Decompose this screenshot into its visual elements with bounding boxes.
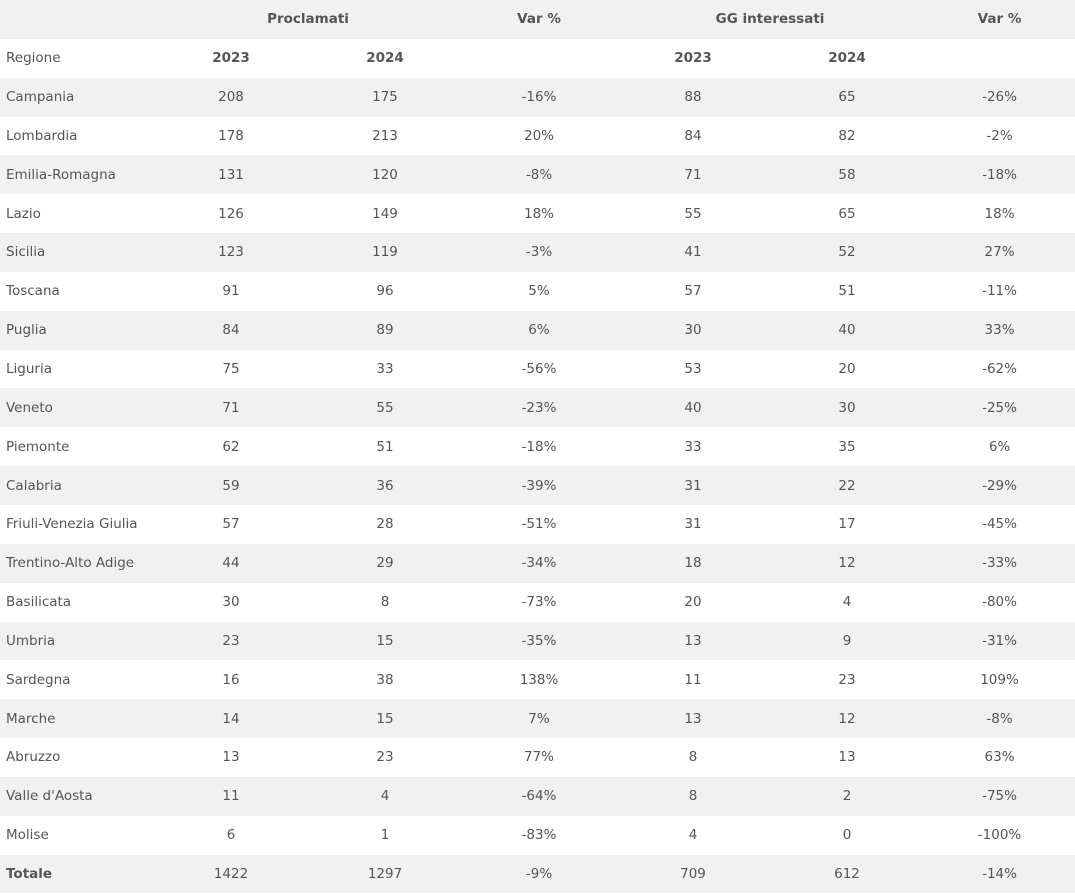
proclamati-2023-cell: 208	[154, 78, 308, 117]
proclamati-var-cell: 18%	[524, 205, 555, 222]
empty-var-header-cell	[462, 39, 616, 78]
proclamati-2023-cell: 84	[154, 311, 308, 350]
gg-var-cell: -25%	[924, 388, 1075, 427]
gg-2023-cell: 13	[616, 699, 770, 738]
gg-2024-cell: 13	[838, 749, 856, 766]
table-row	[0, 622, 1075, 661]
gg-var-cell: -29%	[924, 466, 1075, 505]
gg-var-cell: -8%	[924, 699, 1075, 738]
region-name-cell: Valle d'Aosta	[0, 777, 154, 816]
proclamati-var-cell: 6%	[462, 311, 616, 350]
gg-2024-header: 2024	[828, 50, 866, 67]
table-row	[0, 505, 1075, 544]
table-row	[0, 583, 1075, 622]
proclamati-2024-cell: 23	[376, 749, 394, 766]
region-name-cell: Liguria	[6, 361, 52, 378]
proclamati-2023-cell: 44	[154, 544, 308, 583]
table-row	[0, 350, 1075, 389]
gg-var-cell: -75%	[924, 777, 1075, 816]
proclamati-2023-cell: 91	[222, 283, 240, 300]
proclamati-2024-cell: 4	[308, 777, 462, 816]
table-row	[0, 78, 1075, 117]
table-row	[0, 816, 1075, 855]
table-row	[0, 233, 1075, 272]
gg-2023-cell: 4	[688, 827, 698, 844]
proclamati-var-cell: -39%	[462, 466, 616, 505]
gg-var-cell: -62%	[982, 361, 1017, 378]
table-row	[0, 777, 1075, 816]
gg-2023-cell: 8	[688, 749, 698, 766]
table-row	[0, 699, 1075, 738]
table-row	[0, 738, 1075, 777]
proclamati-2024-cell: 55	[308, 388, 462, 427]
gg-2024-cell: 17	[838, 516, 856, 533]
proclamati-var-cell: -34%	[462, 544, 616, 583]
proclamati-2023-cell: 16	[222, 671, 240, 688]
proclamati-var-cell: -64%	[462, 777, 616, 816]
proclamati-2024-cell: 89	[308, 311, 462, 350]
proclamati-2023-cell: 123	[154, 233, 308, 272]
region-name-cell: Sicilia	[0, 233, 154, 272]
table-body	[0, 78, 1075, 894]
proclamati-var-cell: -56%	[521, 361, 557, 378]
gg-var-cell: -26%	[924, 78, 1075, 117]
gg-var-cell: -11%	[982, 283, 1017, 300]
proclamati-var-cell: -9%	[462, 855, 616, 894]
proclamati-2023-cell: 13	[222, 749, 240, 766]
proclamati-var-cell: 77%	[524, 749, 555, 766]
gg-2024-cell: 30	[770, 388, 924, 427]
region-name-cell: Toscana	[6, 283, 60, 300]
proclamati-2024-cell: 96	[376, 283, 394, 300]
region-name-cell: Umbria	[0, 622, 154, 661]
gg-2024-cell: 0	[842, 827, 852, 844]
gg-2024-cell: 9	[770, 622, 924, 661]
region-name-cell: Marche	[0, 699, 154, 738]
proclamati-var-cell: -83%	[521, 827, 557, 844]
proclamati-2024-cell: 15	[308, 622, 462, 661]
gg-2024-cell: 22	[770, 466, 924, 505]
gg-2023-cell: 18	[616, 544, 770, 583]
proclamati-2023-cell: 62	[222, 438, 240, 455]
gg-2023-cell: 20	[684, 594, 702, 611]
gg-2024-cell: 4	[842, 594, 852, 611]
table-row	[0, 311, 1075, 350]
gg-var-cell: 63%	[984, 749, 1015, 766]
gg-var-cell: 18%	[984, 205, 1015, 222]
proclamati-var-cell: -3%	[462, 233, 616, 272]
gg-interessati-group-header: GG interessati	[616, 0, 924, 39]
gg-2023-cell: 33	[684, 438, 702, 455]
gg-2023-cell: 13	[616, 622, 770, 661]
proclamati-2024-cell: 149	[372, 205, 398, 222]
gg-2023-cell: 55	[684, 205, 702, 222]
gg-2023-cell: 8	[616, 777, 770, 816]
proclamati-var-header: Var %	[462, 0, 616, 39]
gg-2024-cell: 12	[770, 544, 924, 583]
gg-2024-cell: 612	[770, 855, 924, 894]
region-name-cell: Campania	[0, 78, 154, 117]
gg-2024-cell: 2	[770, 777, 924, 816]
region-name-cell: Totale	[0, 855, 154, 894]
gg-2024-cell: 23	[838, 671, 856, 688]
table-row	[0, 660, 1075, 699]
proclamati-2023-cell: 71	[154, 388, 308, 427]
proclamati-2023-cell: 75	[222, 361, 240, 378]
gg-2023-header: 2023	[674, 50, 712, 67]
proclamati-2024-cell: 36	[308, 466, 462, 505]
gg-2023-cell: 31	[616, 466, 770, 505]
gg-var-cell: -2%	[986, 127, 1013, 144]
proclamati-2024-cell: 15	[308, 699, 462, 738]
table-row	[0, 272, 1075, 311]
proclamati-2024-cell: 1297	[308, 855, 462, 894]
proclamati-var-cell: -35%	[462, 622, 616, 661]
gg-var-header: Var %	[924, 0, 1075, 39]
proclamati-var-cell: -16%	[462, 78, 616, 117]
gg-2024-cell: 82	[838, 127, 856, 144]
proclamati-2023-cell: 131	[154, 155, 308, 194]
gg-2023-cell: 57	[684, 283, 702, 300]
gg-2024-cell: 52	[770, 233, 924, 272]
proclamati-2024-cell: 29	[308, 544, 462, 583]
gg-2023-cell: 84	[684, 127, 702, 144]
gg-var-cell: 27%	[924, 233, 1075, 272]
gg-var-cell: -14%	[924, 855, 1075, 894]
region-name-cell: Sardegna	[6, 671, 71, 688]
gg-2023-cell: 709	[616, 855, 770, 894]
table-row	[0, 194, 1075, 233]
gg-2023-cell: 30	[616, 311, 770, 350]
proclamati-2024-cell: 1	[380, 827, 390, 844]
table-row	[0, 544, 1075, 583]
gg-2024-cell: 58	[770, 155, 924, 194]
proclamati-2024-cell: 8	[380, 594, 390, 611]
gg-2023-cell: 11	[684, 671, 702, 688]
proclamati-2024-cell: 213	[372, 127, 398, 144]
gg-2024-cell: 40	[770, 311, 924, 350]
gg-var-cell: 33%	[924, 311, 1075, 350]
table-row	[0, 117, 1075, 156]
proclamati-2024-cell: 33	[376, 361, 394, 378]
proclamati-group-header: Proclamati	[154, 0, 462, 39]
proclamati-2023-cell: 126	[218, 205, 244, 222]
table-row	[0, 427, 1075, 466]
proclamati-2024-cell: 38	[376, 671, 394, 688]
group-header-row	[0, 0, 1075, 39]
table-row	[0, 388, 1075, 427]
proclamati-var-cell: -23%	[462, 388, 616, 427]
proclamati-2024-cell: 51	[376, 438, 394, 455]
proclamati-2024-cell: 28	[376, 516, 394, 533]
table-row	[0, 155, 1075, 194]
proclamati-var-cell: 5%	[528, 283, 550, 300]
gg-2023-cell: 40	[616, 388, 770, 427]
gg-var-cell: -18%	[924, 155, 1075, 194]
region-name-cell: Lombardia	[6, 127, 78, 144]
gg-var-cell: -45%	[982, 516, 1017, 533]
gg-2023-cell: 41	[616, 233, 770, 272]
proclamati-2023-cell: 59	[154, 466, 308, 505]
gg-var-cell: -31%	[924, 622, 1075, 661]
proclamati-2023-cell: 23	[154, 622, 308, 661]
proclamati-2023-header: 2023	[212, 50, 250, 67]
region-name-cell: Abruzzo	[6, 749, 61, 766]
region-name-cell: Molise	[6, 827, 49, 844]
proclamati-var-cell: 7%	[462, 699, 616, 738]
year-header-row	[0, 39, 1075, 78]
gg-var-cell: -33%	[924, 544, 1075, 583]
proclamati-var-cell: -8%	[462, 155, 616, 194]
table-row	[0, 466, 1075, 505]
region-name-cell: Calabria	[0, 466, 154, 505]
gg-var-cell: -80%	[982, 594, 1017, 611]
region-name-cell: Emilia-Romagna	[0, 155, 154, 194]
gg-var-cell: 6%	[988, 438, 1011, 455]
proclamati-2023-cell: 11	[154, 777, 308, 816]
region-name-cell: Veneto	[0, 388, 154, 427]
gg-2023-cell: 88	[616, 78, 770, 117]
region-name-cell: Basilicata	[6, 594, 72, 611]
proclamati-2023-cell: 178	[218, 127, 244, 144]
empty-var-header-cell	[924, 39, 1075, 78]
proclamati-2024-cell: 175	[308, 78, 462, 117]
proclamati-2023-cell: 14	[154, 699, 308, 738]
gg-2023-cell: 31	[684, 516, 702, 533]
gg-2024-cell: 20	[838, 361, 856, 378]
proclamati-var-cell: -18%	[521, 438, 557, 455]
gg-2024-cell: 65	[770, 78, 924, 117]
proclamati-var-cell: -51%	[521, 516, 557, 533]
proclamati-2024-cell: 120	[308, 155, 462, 194]
proclamati-2023-cell: 57	[222, 516, 240, 533]
proclamati-2023-cell: 1422	[154, 855, 308, 894]
proclamati-var-cell: -73%	[521, 594, 557, 611]
proclamati-var-cell: 20%	[524, 127, 555, 144]
proclamati-2024-header: 2024	[366, 50, 404, 67]
gg-2023-cell: 53	[684, 361, 702, 378]
total-row	[0, 855, 1075, 894]
region-name-cell: Lazio	[6, 205, 41, 222]
gg-var-cell: -100%	[977, 827, 1022, 844]
region-name-cell: Trentino-Alto Adige	[0, 544, 154, 583]
gg-2024-cell: 65	[838, 205, 856, 222]
empty-header-cell	[0, 0, 154, 39]
gg-2024-cell: 12	[770, 699, 924, 738]
gg-var-cell: 109%	[980, 671, 1019, 688]
proclamati-2023-cell: 6	[226, 827, 236, 844]
gg-2024-cell: 51	[838, 283, 856, 300]
proclamati-2024-cell: 119	[308, 233, 462, 272]
proclamati-2023-cell: 30	[222, 594, 240, 611]
proclamati-var-cell: 138%	[519, 671, 559, 688]
region-name-cell: Puglia	[0, 311, 154, 350]
regione-header: Regione	[6, 50, 61, 67]
gg-2024-cell: 35	[838, 438, 856, 455]
gg-2023-cell: 71	[616, 155, 770, 194]
region-name-cell: Piemonte	[6, 438, 70, 455]
region-name-cell: Friuli-Venezia Giulia	[6, 516, 138, 533]
